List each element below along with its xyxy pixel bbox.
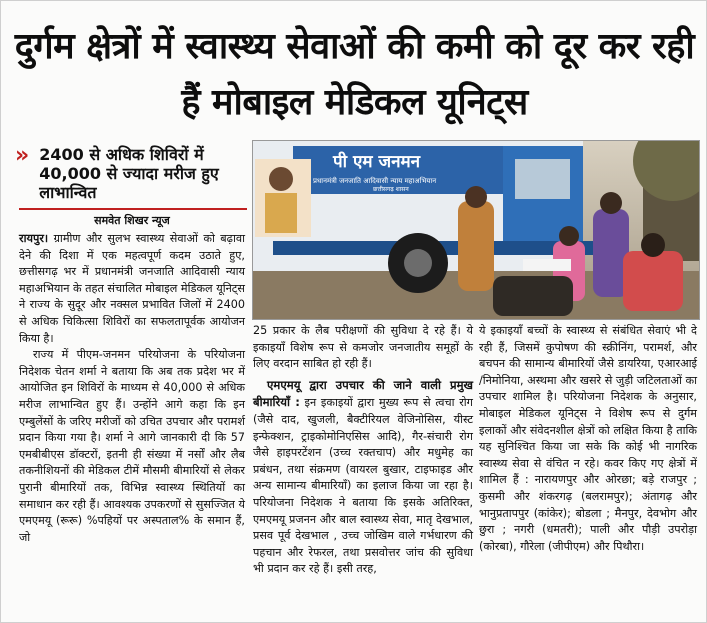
col2-paragraph-1: 25 प्रकार के लैब परीक्षणों की सुविधा दे रहे हैं। ये इकाइयाँ विशेष रूप से कमजोर जनजातीय समूहों के लिए वरदान साबित हो रही हैं। [253, 324, 473, 371]
byline: समवेत शिखर न्यूज [94, 214, 170, 227]
col1-paragraph-2: राज्य में पीएम-जनमन परियोजना के परियोजना निदेशक चेतन शर्मा ने बताया कि अब तक प्रदेश भर में आयोजित इन शिविरों के माध्यम से 40,000 से अधिक मरीज लाभान्वित हुए हैं। उन्होंने आगे कहा कि इन एम्बुलेंसों के जरिए मरीजों को उचित उपचार और परामर्श प्रदान किया गया है। शर्मा ने आगे जानकारी दी कि 57 एमबीबीएस डॉक्टरों, इतनी ही संख्या में नर्सों और लैब तकनीशियनों की मेडिकल टीमें मौसमी बीमारियों से लेकर पुरानी बीमारियों तक, विभिन्न स्वास्थ्य स्थितियों का समाधान कर रही हैं। आवश्यक उपकरणों से सुसज्जित ये एमएमयू (रूरू) %पहियों पर अस्पताल% के समान हैं, जो [19, 348, 245, 544]
article-column-2 [253, 323, 473, 578]
van-banner-main: पी एम जनमन [333, 152, 421, 172]
double-chevron-icon: » [15, 143, 30, 168]
col1-paragraph-1: ग्रामीण और सुलभ स्वास्थ्य सेवाओं को बढ़ावा देने की दिशा में एक महत्वपूर्ण कदम उठाते हुए, छत्तीसगढ़ भर में प्रधानमंत्री जनजाति आदिवासी न्याय महाअभियान के तहत संचालित मोबाइल मेडिकल यूनिट्स ने राज्य के सुदूर और नक्सल प्रभावित जिलों में 2400 से अधिक चिकित्सा शिविरों का सफलतापूर्वक आयोजन किया है। [19, 232, 245, 345]
headline: दुर्गम क्षेत्रों में स्वास्थ्य सेवाओं की कमी को दूर कर रही हैं मोबाइल मेडिकल यूनिट्स [14, 26, 695, 123]
col2-paragraph-2: इन इकाइयों द्वारा मुख्य रूप से त्वचा रोग (जैसे दाद, खुजली, बैक्टीरियल वेजिनोसिस, यीस्ट इन्फेक्शन, ट्राइकोमोनिएसिस आदि), गैर-संचारी रोग जैसे हाइपरटेंशन (उच्च रक्तचाप) और मधुमेह का प्रबंधन, तथा संक्रमण (वायरल बुखार, टाइफाइड और अन्य सामान्य बीमारियाँ) का इलाज किया जा रहा है। परियोजना निदेशक ने बताया कि इसके अतिरिक्त, एमएमयू प्रजनन और बाल स्वास्थ्य सेवा, मातृ देखभाल, प्रसव पूर्व देखभाल , उच्च जोखिम वाले गर्भधारण की पहचान और रेफरल, तथा प्रसवोत्तर जांच की सुविधा भी प्रदान कर रहे हैं। इसी तरह, [253, 396, 473, 576]
col3-paragraph-1: ये इकाइयाँ बच्चों के स्वास्थ्य से संबंधित सेवाएं भी दे रही हैं, जिसमें कुपोषण की स्क्रीनिंग, परामर्श, और बचपन की सामान्य बीमारियों जैसे डायरिया, एआरआई /निमोनिया, अस्थमा और खसरे से जुड़ी जटिलताओं का उपचार शामिल है। परियोजना निदेशक के अनुसार, मोबाइल मेडिकल यूनिट्स ने विशेष रूप से दुर्गम इलाकों और संवेदनशील क्षेत्रों को लक्षित किया है ताकि यह सुनिश्चित किया जा सके कि कोई भी नागरिक स्वास्थ्य सेवा से वंचित न रहे। कवर किए गए क्षेत्रों में शामिल हैं : नारायणपुर और ओरछा; बड़े राजपुर ; कुसमी और शंकरगढ़ (बलरामपुर); अंतागढ़ और भानुप्रतापपुर (कांकेर); बोडला ; मैनपुर, देवभोग और छुरा ; नगरी (धमतरी); पाली और पौड़ी उपरोड़ा (कोरबा), गौरेला (जीपीएम) और पिथौरा। [479, 324, 697, 553]
photo-illustration [253, 141, 699, 319]
divider-rule [19, 208, 247, 210]
van-banner-sub: प्रधानमंत्री जनजाति आदिवासी न्याय महाअभियान [313, 177, 437, 185]
dateline: रायपुर। [19, 232, 49, 245]
van-banner-sub2: छत्तीसगढ़ शासन [373, 186, 409, 193]
article-column-1 [19, 231, 245, 546]
section-subtitle: एमएमयू द्वारा उपचार की जाने वाली प्रमुख बीमारियाँ : [253, 377, 473, 410]
news-photo [252, 140, 700, 320]
subheadline-block [15, 145, 247, 202]
subheadline: 2400 से अधिक शिविरों में 40,000 से ज्यादा मरीज हुए लाभान्वित [39, 145, 219, 202]
article-column-3 [479, 323, 697, 555]
